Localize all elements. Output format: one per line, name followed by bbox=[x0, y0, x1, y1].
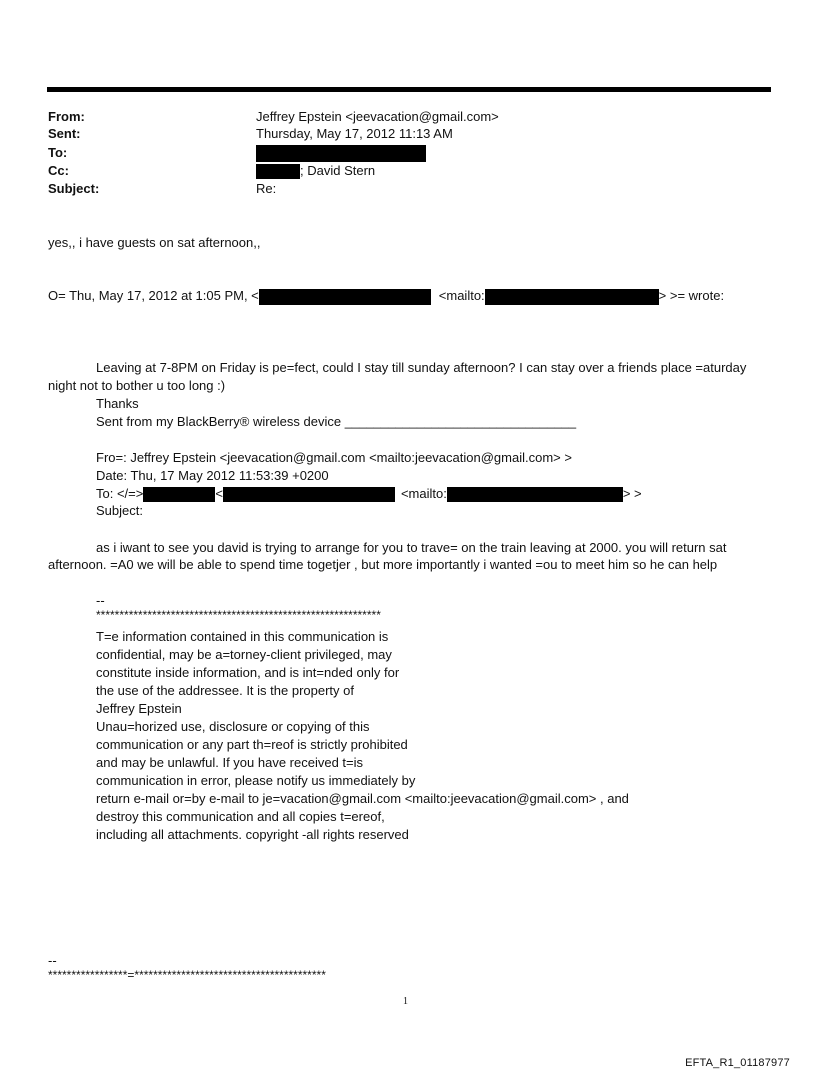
cc-value: ; David Stern bbox=[300, 163, 376, 178]
disclaimer-line: and may be unlawful. If you have received t=is bbox=[96, 755, 364, 770]
reply-text: yes,, i have guests on sat afternoon,, bbox=[48, 235, 261, 250]
subject-value: Re: bbox=[256, 181, 277, 196]
from-label: From: bbox=[48, 109, 85, 124]
disclaimer-line: Unau=horized use, disclosure or copying of this bbox=[96, 719, 370, 734]
disclaimer-line: T=e information contained in this communication is bbox=[96, 629, 389, 644]
redaction-block bbox=[223, 487, 395, 502]
message-line: night not to bother u too long :) bbox=[48, 378, 226, 393]
message-line: afternoon. =A0 we will be able to spend time togetjer , but more importantly i wanted =ou to meet him so he can help bbox=[48, 557, 718, 572]
redaction-block bbox=[143, 487, 215, 502]
sent-value: Thursday, May 17, 2012 11:13 AM bbox=[256, 126, 453, 141]
fwd-to-line: To: </=> < <mailto: > > bbox=[96, 486, 642, 501]
redaction-block bbox=[256, 145, 426, 162]
signature-stars: ************************************************************* bbox=[96, 608, 381, 622]
disclaimer-line: the use of the addressee. It is the property of bbox=[96, 683, 354, 698]
disclaimer-line: communication in error, please notify us immediately by bbox=[96, 773, 416, 788]
disclaimer-line: including all attachments. copyright -all rights reserved bbox=[96, 827, 409, 842]
document-id: EFTA_R1_01187977 bbox=[685, 1057, 790, 1069]
page-number: 1 bbox=[403, 996, 408, 1007]
message-line: as i iwant to see you david is trying to arrange for you to trave= on the train leaving at 2000. you will return sat bbox=[96, 540, 727, 555]
disclaimer-line: communication or any part th=reof is strictly prohibited bbox=[96, 737, 408, 752]
thanks-line: Thanks bbox=[96, 396, 139, 411]
message-line: Leaving at 7-8PM on Friday is pe=fect, could I stay till sunday afternoon? I can stay over a friends place =aturday bbox=[96, 360, 747, 375]
subject-label: Subject: bbox=[48, 181, 100, 196]
sent-from-line: Sent from my BlackBerry® wireless device ________________________________ bbox=[96, 414, 577, 429]
redaction-block bbox=[256, 164, 300, 179]
header-rule bbox=[47, 87, 771, 92]
redaction-block bbox=[259, 289, 431, 305]
fwd-date-line: Date: Thu, 17 May 2012 11:53:39 +0200 bbox=[96, 468, 329, 483]
quote-intro: O= Thu, May 17, 2012 at 1:05 PM, < <mailto: > >= wrote: bbox=[48, 288, 725, 303]
sent-label: Sent: bbox=[48, 126, 81, 141]
disclaimer-line: confidential, may be a=torney-client privileged, may bbox=[96, 647, 392, 662]
disclaimer-line: return e-mail or=by e-mail to je=vacation@gmail.com <mailto:jeevacation@gmail.com> , and bbox=[96, 791, 629, 806]
disclaimer-line: constitute inside information, and is int=nded only for bbox=[96, 665, 400, 680]
from-value: Jeffrey Epstein <jeevacation@gmail.com> bbox=[256, 109, 499, 124]
signature-dash: -- bbox=[96, 593, 105, 608]
redaction-block bbox=[485, 289, 659, 305]
fwd-from-line: Fro=: Jeffrey Epstein <jeevacation@gmail.com <mailto:jeevacation@gmail.com> > bbox=[96, 450, 572, 465]
cc-label: Cc: bbox=[48, 163, 69, 178]
disclaimer-line: destroy this communication and all copies t=ereof, bbox=[96, 809, 385, 824]
bottom-dash: -- bbox=[48, 953, 57, 968]
redaction-block bbox=[447, 487, 623, 502]
fwd-subject-line: Subject: bbox=[96, 503, 143, 518]
to-label: To: bbox=[48, 145, 68, 160]
bottom-stars: *****************=***************************************** bbox=[48, 968, 326, 982]
disclaimer-line: Jeffrey Epstein bbox=[96, 701, 182, 716]
